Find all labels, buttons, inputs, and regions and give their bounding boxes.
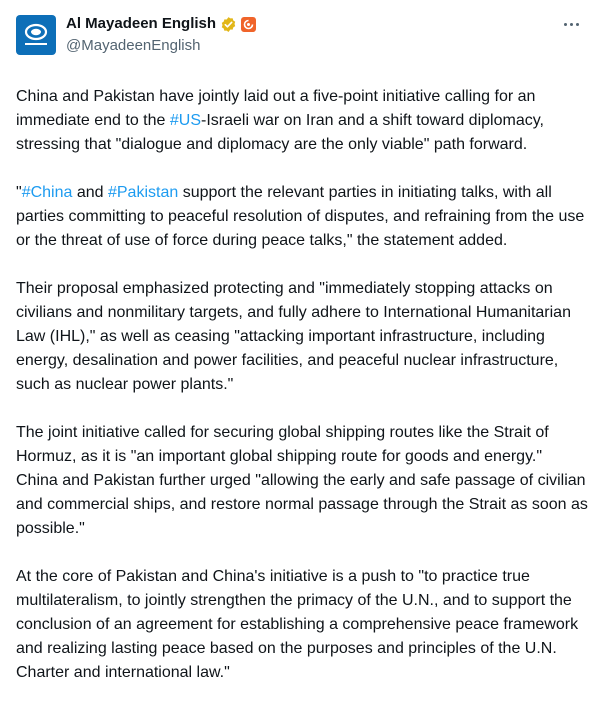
text-segment: and — [72, 184, 108, 201]
hashtag-china[interactable]: #China — [21, 184, 73, 201]
al-mayadeen-logo-icon[interactable] — [16, 15, 56, 55]
tweet-paragraph-2 — [16, 181, 588, 253]
account-handle[interactable]: @MayadeenEnglish — [66, 37, 201, 54]
tweet-paragraph-3: Their proposal emphasized protecting and "immediately stopping attacks on civilians and nonmilitary targets, and fully adhere to International Humanitarian Law (IHL)," as well as ceasing "attacking important infrastructure, including energy, desalination and power facilities, and peaceful nuclear infrastructure, such as nuclear power plants." — [16, 280, 571, 393]
display-name[interactable]: Al Mayadeen English — [66, 15, 217, 32]
text-segment: " — [16, 184, 22, 201]
tweet-text — [16, 85, 588, 685]
dot — [576, 23, 579, 26]
hashtag-us[interactable]: #US — [169, 112, 201, 129]
dot — [564, 23, 567, 26]
account-names — [66, 14, 256, 56]
text-segment: support the relevant parties in initiating talks, with all parties committing to peaceful resolution of disputes, and refraining from the use or the threat of use of force during peace talks," the statement added. — [16, 184, 585, 249]
hashtag-pakistan[interactable]: #Pakistan — [107, 184, 179, 201]
dot — [570, 23, 573, 26]
text-segment: China and Pakistan have jointly laid out a five-point initiative calling for an immediate end to the — [16, 88, 536, 129]
tweet-header — [16, 14, 585, 58]
tweet-paragraph-1 — [16, 85, 588, 157]
more-options-icon[interactable] — [561, 16, 581, 32]
affiliate-badge-icon[interactable] — [241, 17, 256, 32]
tweet-paragraph-5: At the core of Pakistan and China's initiative is a push to "to practice true multilateralism, to jointly strengthen the primacy of the U.N., and to support the conclusion of an agreement for establishing a comprehensive peace framework and realizing lasting peace based on the purposes and principles of the U.N. Charter and international law." — [16, 568, 579, 681]
tweet-paragraph-4: The joint initiative called for securing global shipping routes like the Strait of Hormuz, as it is "an important global shipping route for goods and energy." China and Pakistan further urged "allowing the early and safe passage of civilian and commercial ships, and restore normal passage through the Strait as soon as possible." — [16, 424, 588, 537]
gold-verified-badge-icon[interactable] — [220, 16, 237, 33]
text-segment: -Israeli war on Iran and a shift toward diplomacy, stressing that "dialogue and diplomacy are the only viable" path forward. — [16, 112, 544, 153]
name-row — [66, 14, 256, 34]
